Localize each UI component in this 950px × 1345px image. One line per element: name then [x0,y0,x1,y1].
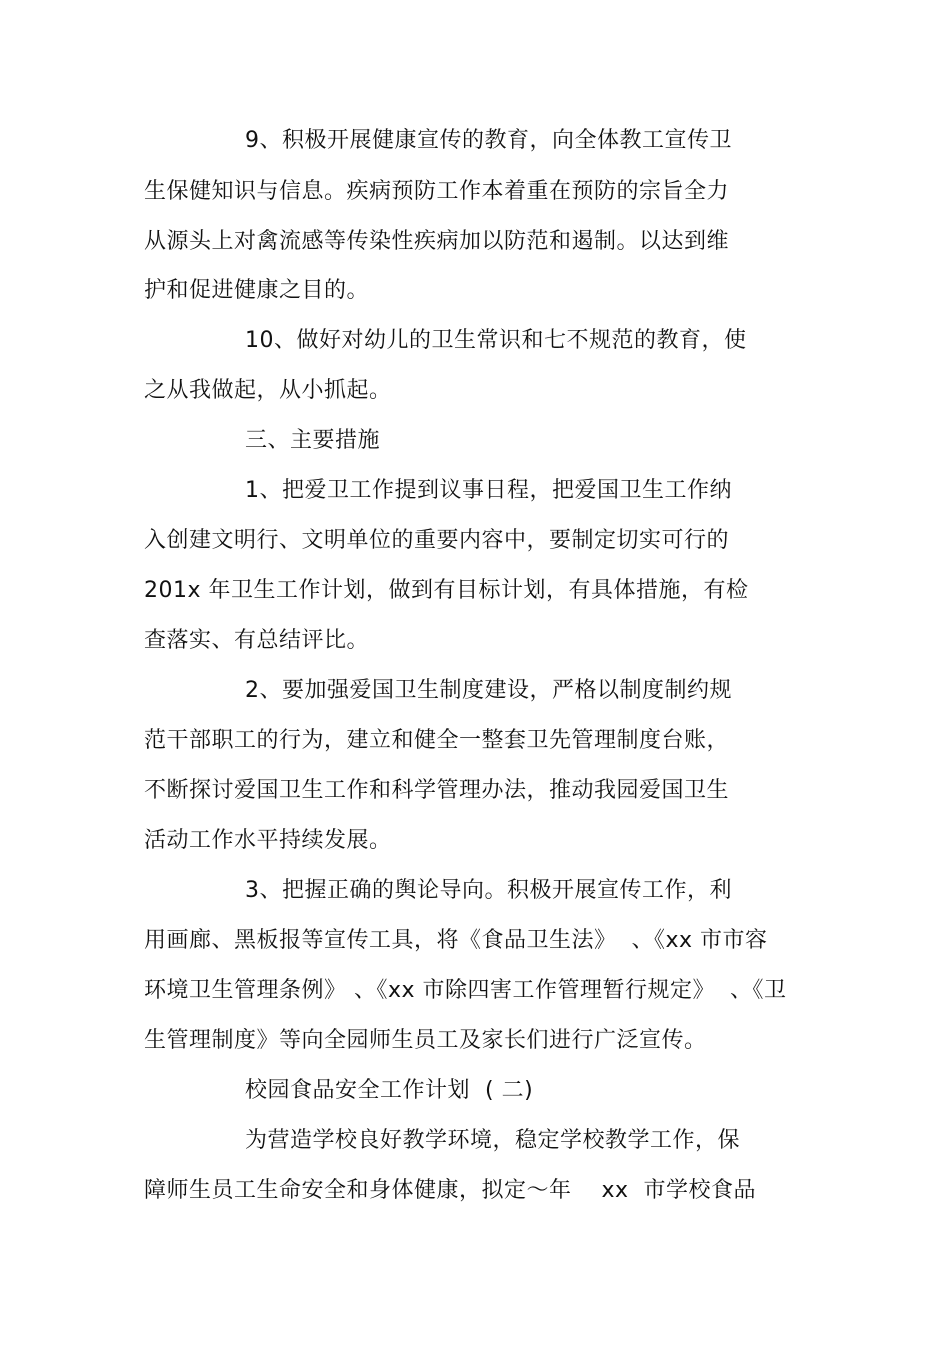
text-line: 2、要加强爱国卫生制度建设，严格以制度制约规 [245,678,732,703]
text-line: 护和促进健康之目的。 [144,278,370,303]
text-line: 10、做好对幼儿的卫生常识和七不规范的教育，使 [245,328,747,353]
section-title: 校园食品安全工作计划 ( 二) [245,1078,534,1103]
text-line: 范干部职工的行为，建立和健全一整套卫先管理制度台账， [144,728,730,753]
section-heading: 三、主要措施 [245,428,381,453]
text-line: 1、把爱卫工作提到议事日程，把爱国卫生工作纳 [245,478,732,503]
text-line: 生管理制度》等向全园师生员工及家长们进行广泛宣传。 [144,1028,707,1053]
text-line: 不断探讨爱国卫生工作和科学管理办法，推动我园爱国卫生 [144,778,730,803]
text-line: 3、把握正确的舆论导向。积极开展宣传工作，利 [245,878,732,903]
text-line: 生保健知识与信息。疾病预防工作本着重在预防的宗旨全力 [144,179,730,204]
text-line: 用画廊、黑板报等宣传工具，将《食品卫生法》 、《xx 市市容 [144,928,768,953]
text-line: 环境卫生管理条例》 、《xx 市除四害工作管理暂行规定》 、《卫 [144,978,787,1003]
text-line: 从源头上对禽流感等传染性疾病加以防范和遏制。以达到维 [144,229,730,254]
text-line: 活动工作水平持续发展。 [144,828,392,853]
text-line: 9、积极开展健康宣传的教育，向全体教工宣传卫 [245,128,732,153]
text-line: 为营造学校良好教学环境，稳定学校教学工作，保 [245,1128,741,1153]
text-line: 障师生员工生命安全和身体健康，拟定～年 xx 市学校食品 [144,1178,756,1203]
text-line: 入创建文明行、文明单位的重要内容中，要制定切实可行的 [144,528,730,553]
text-line: 之从我做起，从小抓起。 [144,378,392,403]
text-line: 201x 年卫生工作计划，做到有目标计划，有具体措施，有检 [144,578,749,603]
text-line: 查落实、有总结评比。 [144,628,370,653]
